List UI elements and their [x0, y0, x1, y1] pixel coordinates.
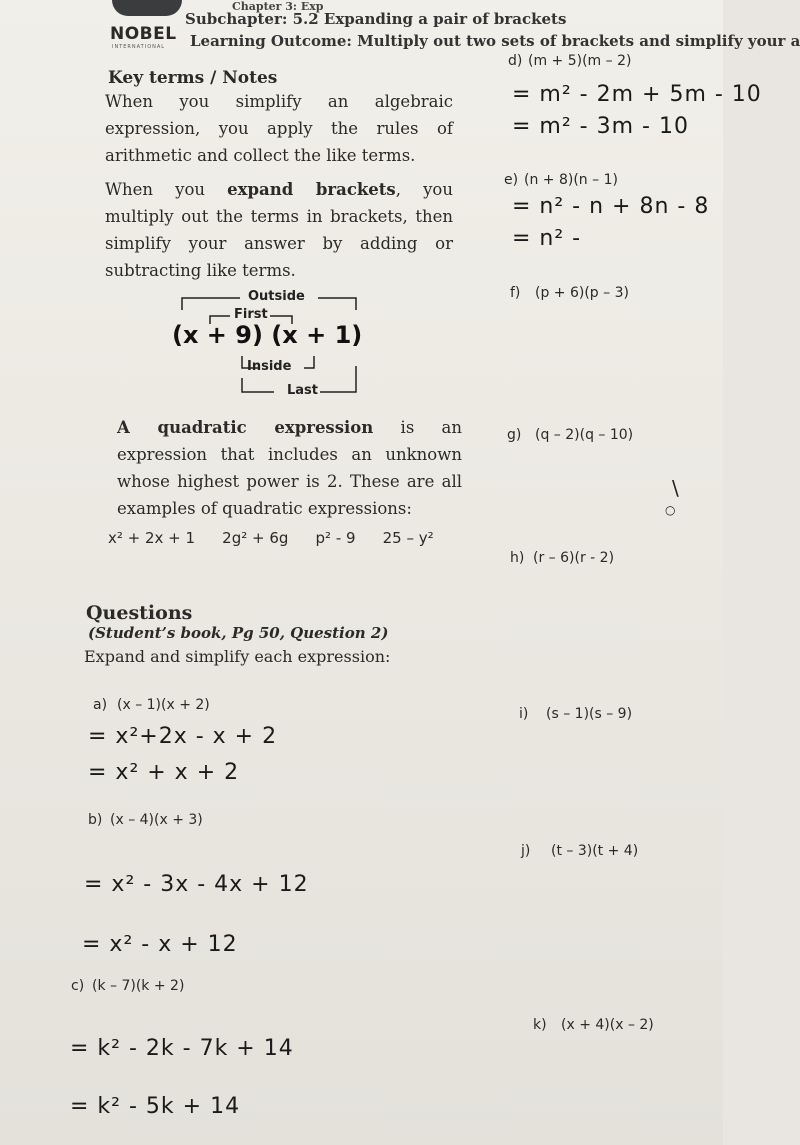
key-terms-heading: Key terms / Notes: [108, 68, 278, 88]
last-label: Last: [287, 383, 319, 398]
question-h-expression: (r – 6)(r - 2): [533, 550, 615, 566]
question-d-working-1: = m² - 2m + 5m - 10: [512, 82, 762, 107]
question-h-label: h): [510, 550, 525, 566]
example-1: x² + 2x + 1: [108, 529, 196, 547]
question-b-expression: (x – 4)(x + 3): [110, 812, 203, 828]
outside-bracket-right: [318, 298, 356, 310]
inside-bracket-right: [304, 356, 314, 368]
quadratic-examples: [108, 528, 456, 547]
chapter-title: Chapter 3: Exp: [232, 0, 324, 13]
outside-label: Outside: [248, 289, 305, 304]
question-e-working-2: = n² -: [512, 226, 582, 251]
logo-emblem: [112, 0, 182, 16]
question-b-working-1: = x² - 3x - 4x + 12: [84, 872, 309, 897]
handwritten-stroke: \: [672, 476, 679, 500]
question-c-label: c): [71, 978, 85, 994]
quadratic-definition: A quadratic expression is an expression that includes an unknown whose highest power is 2. These are all examples of quadratic expressions:: [117, 418, 462, 518]
question-a-working-1: = x²+2x - x + 2: [88, 724, 278, 749]
question-i-expression: (s – 1)(s – 9): [546, 706, 633, 722]
question-k-expression: (x + 4)(x – 2): [561, 1017, 654, 1033]
logo: NOBEL: [110, 24, 177, 44]
key-terms-paragraph-2: When you expand brackets, you multiply out the terms in brackets, then simplify your answer by adding or subtracting like terms.: [105, 180, 453, 280]
last-bracket-left: [242, 378, 274, 392]
question-a-expression: (x – 1)(x + 2): [117, 697, 210, 713]
foil-expression: (x + 9) (x + 1): [172, 321, 363, 349]
question-a-working-2: = x² + x + 2: [88, 760, 240, 785]
questions-source: (Student’s book, Pg 50, Question 2): [88, 624, 389, 642]
question-d-label: d): [508, 53, 523, 69]
question-g-label: g): [507, 427, 522, 443]
example-4: 25 – y²: [382, 529, 434, 547]
question-f-label: f): [510, 285, 521, 301]
outside-bracket-left: [182, 298, 240, 310]
handwritten-dot: ○: [665, 503, 676, 517]
question-c-working-1: = k² - 2k - 7k + 14: [70, 1036, 294, 1061]
last-bracket-right: [320, 366, 356, 392]
question-d-working-2: = m² - 3m - 10: [512, 114, 689, 139]
question-b-working-2: = x² - x + 12: [82, 932, 238, 957]
question-c-expression: (k – 7)(k + 2): [92, 978, 185, 994]
logo-subtitle: INTERNATIONAL: [112, 44, 166, 50]
question-b-label: b): [88, 812, 103, 828]
question-e-label: e): [504, 172, 519, 188]
question-e-working-1: = n² - n + 8n - 8: [512, 194, 710, 219]
questions-instruction: Expand and simplify each expression:: [84, 647, 391, 666]
question-i-label: i): [519, 706, 529, 722]
question-d-expression: (m + 5)(m – 2): [528, 53, 632, 69]
first-label: First: [234, 307, 268, 322]
question-a-label: a): [93, 697, 108, 713]
subchapter-title: Subchapter: 5.2 Expanding a pair of brackets: [185, 10, 567, 28]
example-2: 2g² + 6g: [222, 529, 289, 547]
inside-label: Inside: [247, 359, 292, 374]
learning-outcome: Learning Outcome: Multiply out two sets of brackets and simplify your a: [190, 32, 800, 50]
question-e-expression: (n + 8)(n – 1): [524, 172, 618, 188]
example-3: p² - 9: [315, 529, 356, 547]
question-f-expression: (p + 6)(p – 3): [535, 285, 629, 301]
key-terms-paragraph-1: When you simplify an algebraic expression, you apply the rules of arithmetic and collect the like terms.: [105, 92, 453, 165]
question-k-label: k): [533, 1017, 547, 1033]
question-j-label: j): [521, 843, 531, 859]
question-j-expression: (t – 3)(t + 4): [551, 843, 639, 859]
question-g-expression: (q – 2)(q – 10): [535, 427, 634, 443]
questions-heading: Questions: [86, 602, 193, 624]
question-c-working-2: = k² - 5k + 14: [70, 1094, 241, 1119]
